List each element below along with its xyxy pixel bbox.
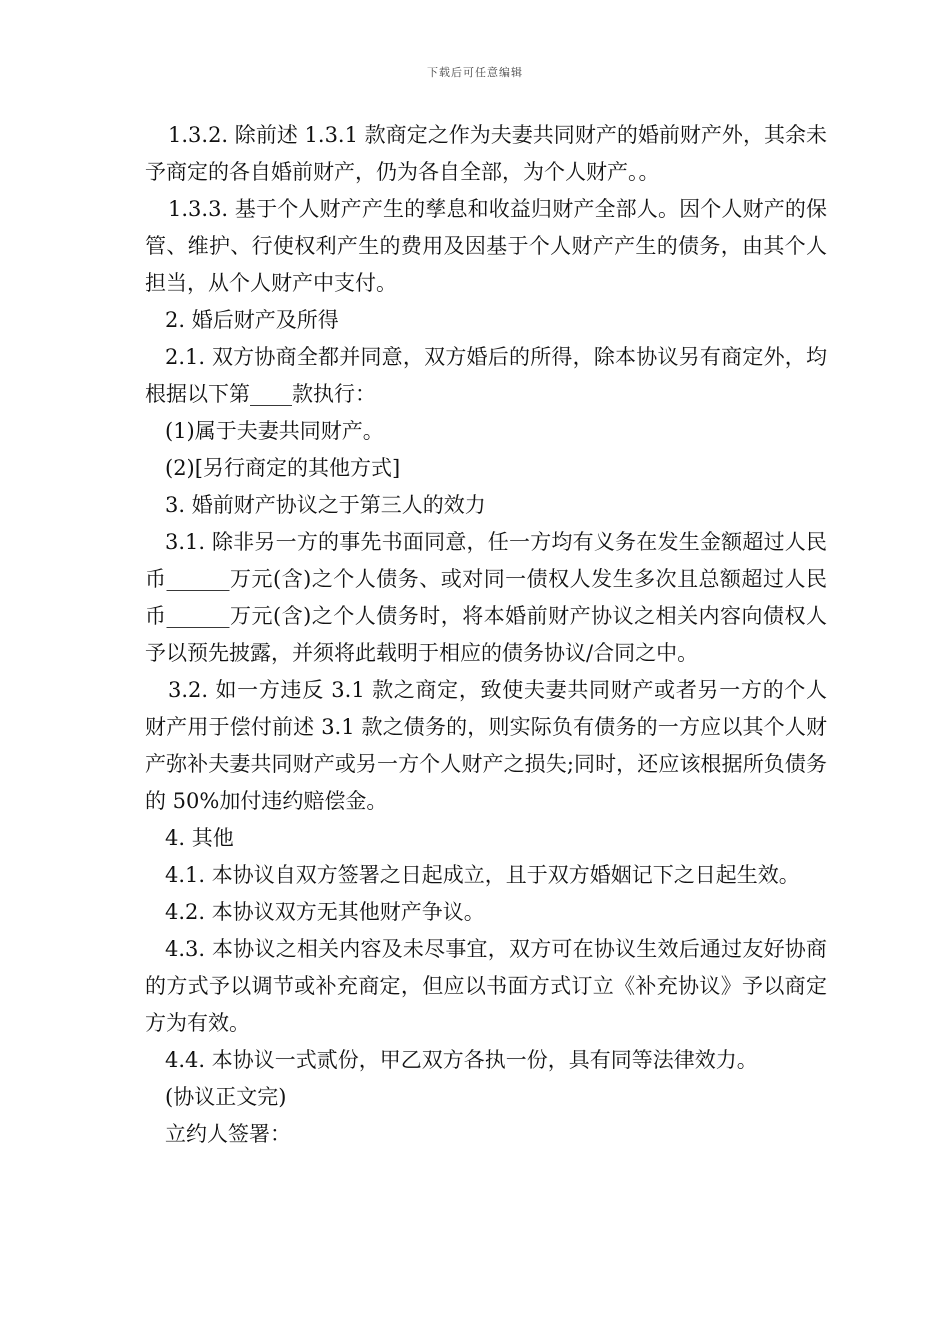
paragraph-1-3-3: 1.3.3. 基于个人财产产生的孳息和收益归财产全部人。因个人财产的保管、维护、行使权利产生的费用及因基于个人财产产生的债务，由其个人担当，从个人财产中支付。 xyxy=(145,197,827,295)
signature-label: 立约人签署： xyxy=(165,1122,291,1146)
paragraph-3-1: 3.1. 除非另一方的事先书面同意，任一方均有义务在发生金额超过人民币______万元(含)之个人债务、或对同一债权人发生多次且总额超过人民币______万元(含)之个人债务时，将本婚前财产协议之相关内容向债权人予以预先披露，并须将此载明于相应的债务协议/合同之中。 xyxy=(145,530,827,665)
document-body xyxy=(145,117,827,1153)
paragraph-1-3-2: 1.3.2. 除前述 1.3.1 款商定之作为夫妻共同财产的婚前财产外，其余未予商定的各自婚前财产，仍为各自全部，为个人财产。。 xyxy=(145,123,827,184)
option-1: (1)属于夫妻共同财产。 xyxy=(165,419,384,443)
paragraph-2-1: 2.1. 双方协商全都并同意，双方婚后的所得，除本协议另有商定外，均根据以下第____款执行： xyxy=(145,345,827,406)
page-header: 下载后可任意编辑 xyxy=(427,66,523,79)
agreement-end-note: (协议正文完) xyxy=(165,1085,287,1109)
paragraph-4-3: 4.3. 本协议之相关内容及未尽事宜，双方可在协议生效后通过友好协商的方式予以调节或补充商定，但应以书面方式订立《补充协议》予以商定方为有效。 xyxy=(145,937,827,1035)
section-heading-2: 2. 婚后财产及所得 xyxy=(165,308,339,332)
section-heading-3: 3. 婚前财产协议之于第三人的效力 xyxy=(165,493,486,517)
paragraph-3-2: 3.2. 如一方违反 3.1 款之商定，致使夫妻共同财产或者另一方的个人财产用于偿付前述 3.1 款之债务的，则实际负有债务的一方应以其个人财产弥补夫妻共同财产或另一方个人财产之损失;同时，还应该根据所负债务的 50%加付违约赔偿金。 xyxy=(145,678,827,813)
paragraph-4-4: 4.4. 本协议一式贰份，甲乙双方各执一份，具有同等法律效力。 xyxy=(165,1048,758,1072)
section-heading-4: 4. 其他 xyxy=(165,826,234,850)
option-2: (2)[另行商定的其他方式] xyxy=(165,456,401,480)
paragraph-4-1: 4.1. 本协议自双方签署之日起成立，且于双方婚姻记下之日起生效。 xyxy=(165,863,800,887)
paragraph-4-2: 4.2. 本协议双方无其他财产争议。 xyxy=(165,900,485,924)
